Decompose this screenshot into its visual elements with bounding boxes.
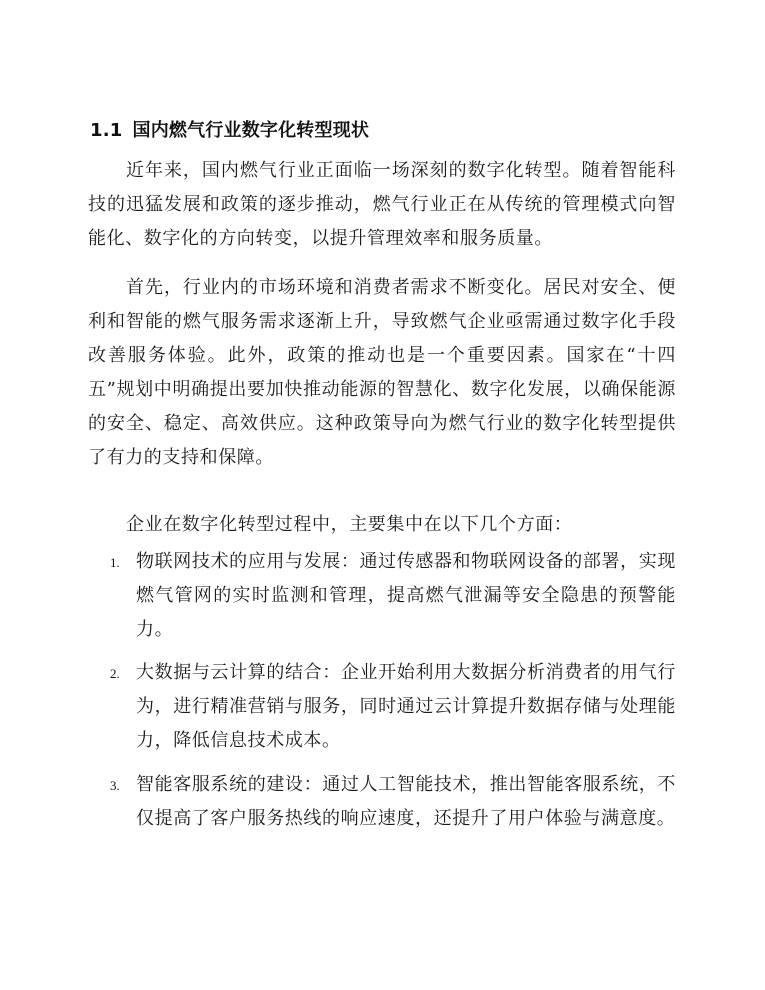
- list-marker: 3.: [110, 778, 120, 793]
- section-number: 1.1: [90, 120, 123, 141]
- list-item-text: 智能客服系统的建设：通过人工智能技术，推出智能客服系统，不仅提高了客户服务热线的响应速度，还提升了用户体验与满意度。: [136, 774, 676, 829]
- paragraph-list-lead: 企业在数字化转型过程中，主要集中在以下几个方面：: [126, 514, 573, 535]
- paragraph-intro: 近年来，国内燃气行业正面临一场深刻的数字化转型。随着智能科技的迅猛发展和政策的逐步推动，燃气行业正在从传统的管理模式向智能化、数字化的方向转变，以提升管理效率和服务质量。: [88, 160, 676, 249]
- paragraph-drivers: 首先，行业内的市场环境和消费者需求不断变化。居民对安全、便利和智能的燃气服务需求逐渐上升，导致燃气企业亟需通过数字化手段改善服务体验。此外，政策的推动也是一个重要因素。国家在“十四五”规划中明确提出要加快推动能源的智慧化、数字化发展，以确保能源的安全、稳定、高效供应。这种政策导向为燃气行业的数字化转型提供了有力的支持和保障。: [88, 277, 676, 468]
- section-heading: [90, 116, 369, 142]
- list-marker: 1.: [110, 555, 120, 570]
- list-item-text: 大数据与云计算的结合：企业开始利用大数据分析消费者的用气行为，进行精准营销与服务，同时通过云计算提升数据存储与处理能力，降低信息技术成本。: [136, 662, 676, 751]
- list-marker: 2.: [110, 666, 120, 681]
- list-item-text: 物联网技术的应用与发展：通过传感器和物联网设备的部署，实现燃气管网的实时监测和管理，提高燃气泄漏等安全隐患的预警能力。: [136, 551, 676, 640]
- section-title: 国内燃气行业数字化转型现状: [132, 120, 370, 141]
